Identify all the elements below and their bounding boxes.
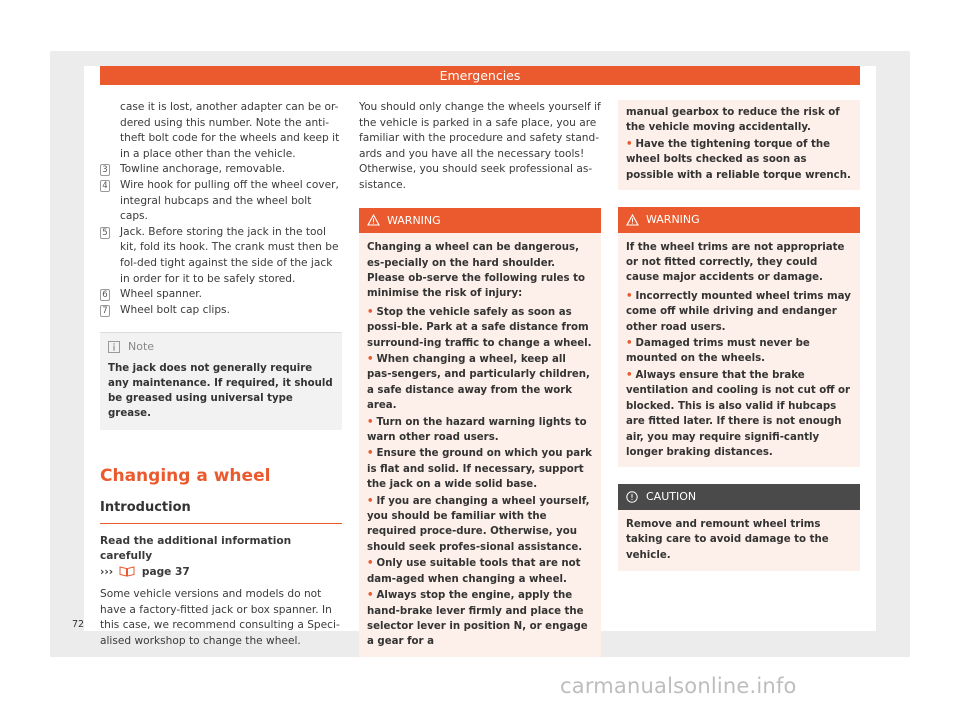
page-number: 72 bbox=[72, 619, 85, 630]
item-text: Wheel spanner. bbox=[120, 288, 202, 301]
warning-bullet: • Have the tightening torque of the wheel bolts checked as soon as possible with a reliable torque wrench. bbox=[626, 138, 851, 181]
note-header bbox=[100, 333, 342, 359]
body-text: Some vehicle versions and models do not have a factory-fitted jack or box spanner. In this case, we recommend consulting a Speci-alised workshop to change the wheel. bbox=[100, 588, 340, 648]
info-icon bbox=[108, 341, 120, 353]
item-text: Towline anchorage, removable. bbox=[120, 163, 286, 176]
caution-header bbox=[618, 484, 860, 510]
intro-text: You should only change the wheels yourself if the vehicle is parked in a safe place, you are familiar with the procedure and safety stand-ards and you have all the necessary tools! Otherwise, you should seek professional as-sistance. bbox=[359, 101, 601, 191]
warning-label: WARNING bbox=[646, 213, 700, 227]
warning-continued-text: manual gearbox to reduce the risk of the vehicle moving accidentally. bbox=[626, 107, 840, 134]
warning-bullet: • Always ensure that the brake ventilation and cooling is not cut off or blocked. This is also valid if hubcaps are fitted later. If there is not enough air, you may require signifi-cantly longer braking distances. bbox=[626, 369, 851, 458]
warning-bullet: • Damaged trims must never be mounted on the wheels. bbox=[626, 338, 810, 365]
warning-continued bbox=[618, 100, 860, 190]
item-text: Jack. Before storing the jack in the tool kit, fold its hook. The crank must then be fol-ded tight against the side of the jack in order for it to be safely stored. bbox=[120, 225, 339, 285]
warning-label: WARNING bbox=[387, 213, 441, 227]
item-number: 3 bbox=[100, 164, 110, 176]
warning-bullet: • Incorrectly mounted wheel trims may come off while driving and endanger other road users. bbox=[626, 290, 851, 333]
column-1 bbox=[100, 100, 342, 650]
list-item bbox=[100, 225, 342, 287]
item-text: Wheel bolt cap clips. bbox=[120, 303, 230, 316]
warning-body bbox=[618, 233, 860, 468]
item-text: Wire hook for pulling off the wheel cover, integral hubcaps and the wheel bolt caps. bbox=[120, 178, 339, 223]
warning-bullet: • Only use suitable tools that are not dam-aged when changing a wheel. bbox=[367, 558, 581, 585]
item-number: 7 bbox=[100, 305, 110, 317]
column-3 bbox=[618, 100, 860, 571]
exclamation-circle-icon bbox=[626, 491, 638, 503]
warning-bullet: • If you are changing a wheel yourself, you should be familiar with the required proce-dure. Otherwise, you should seek profes-sional assistance. bbox=[367, 495, 590, 553]
chapter-header: Emergencies bbox=[100, 66, 860, 85]
warning-bullet: • Turn on the hazard warning lights to warn other road users. bbox=[367, 416, 587, 444]
warning-body bbox=[359, 233, 601, 657]
list-item bbox=[100, 303, 342, 319]
read-more-text: Read the additional information carefully bbox=[100, 534, 292, 563]
warning-triangle-icon bbox=[367, 214, 380, 226]
caution-text: Remove and remount wheel trims taking care to avoid damage to the vehicle. bbox=[626, 518, 829, 561]
warning-bullet: • Always stop the engine, apply the hand-brake lever firmly and place the selector lever in position N, or engage a gear for a bbox=[367, 590, 588, 648]
warning-box-2 bbox=[618, 207, 860, 467]
continued-text: case it is lost, another adapter can be or-dered using this number. Note the anti-theft bolt code for the wheels and keep it in a place other than the vehicle. bbox=[120, 101, 340, 160]
ref-arrows: ››› bbox=[100, 565, 114, 578]
warning-box bbox=[359, 208, 601, 657]
warning-header bbox=[359, 208, 601, 234]
note-box bbox=[100, 332, 342, 430]
list-item bbox=[100, 178, 342, 225]
caution-box bbox=[618, 484, 860, 571]
list-item bbox=[100, 162, 342, 178]
item-number: 5 bbox=[100, 227, 110, 239]
caution-label: CAUTION bbox=[646, 490, 697, 504]
item-number: 6 bbox=[100, 289, 110, 301]
book-icon bbox=[119, 565, 135, 577]
column-2 bbox=[359, 100, 601, 657]
warning-intro: If the wheel trims are not appropriate or not fitted correctly, they could cause major accidents or damage. bbox=[626, 241, 845, 284]
subsection-title: Introduction bbox=[100, 500, 342, 524]
list-item bbox=[100, 287, 342, 303]
section-title: Changing a wheel bbox=[100, 465, 271, 486]
warning-bullet: • When changing a wheel, keep all pas-sengers, and particularly children, a safe distance away from the work area. bbox=[367, 354, 590, 412]
ref-page: page 37 bbox=[141, 565, 190, 578]
warning-bullet: • Ensure the ground on which you park is flat and solid. If necessary, support the jack on a wide solid base. bbox=[367, 448, 592, 491]
warning-bullet: • Stop the vehicle safely as soon as possi-ble. Park at a safe distance from surround-ing traffic to change a wheel. bbox=[367, 306, 592, 349]
warning-triangle-icon bbox=[626, 214, 639, 226]
note-text: The jack does not generally require any maintenance. If required, it should be greased using universal type grease. bbox=[108, 362, 333, 419]
note-label: Note bbox=[128, 340, 155, 354]
page-reference[interactable] bbox=[100, 565, 342, 581]
watermark: carmanualsonline.info bbox=[560, 674, 797, 698]
warning-header bbox=[618, 207, 860, 233]
warning-intro: Changing a wheel can be dangerous, es-pecially on the hard shoulder. Please ob-serve the following rules to minimise the risk of injury: bbox=[367, 242, 586, 300]
item-number: 4 bbox=[100, 180, 110, 192]
